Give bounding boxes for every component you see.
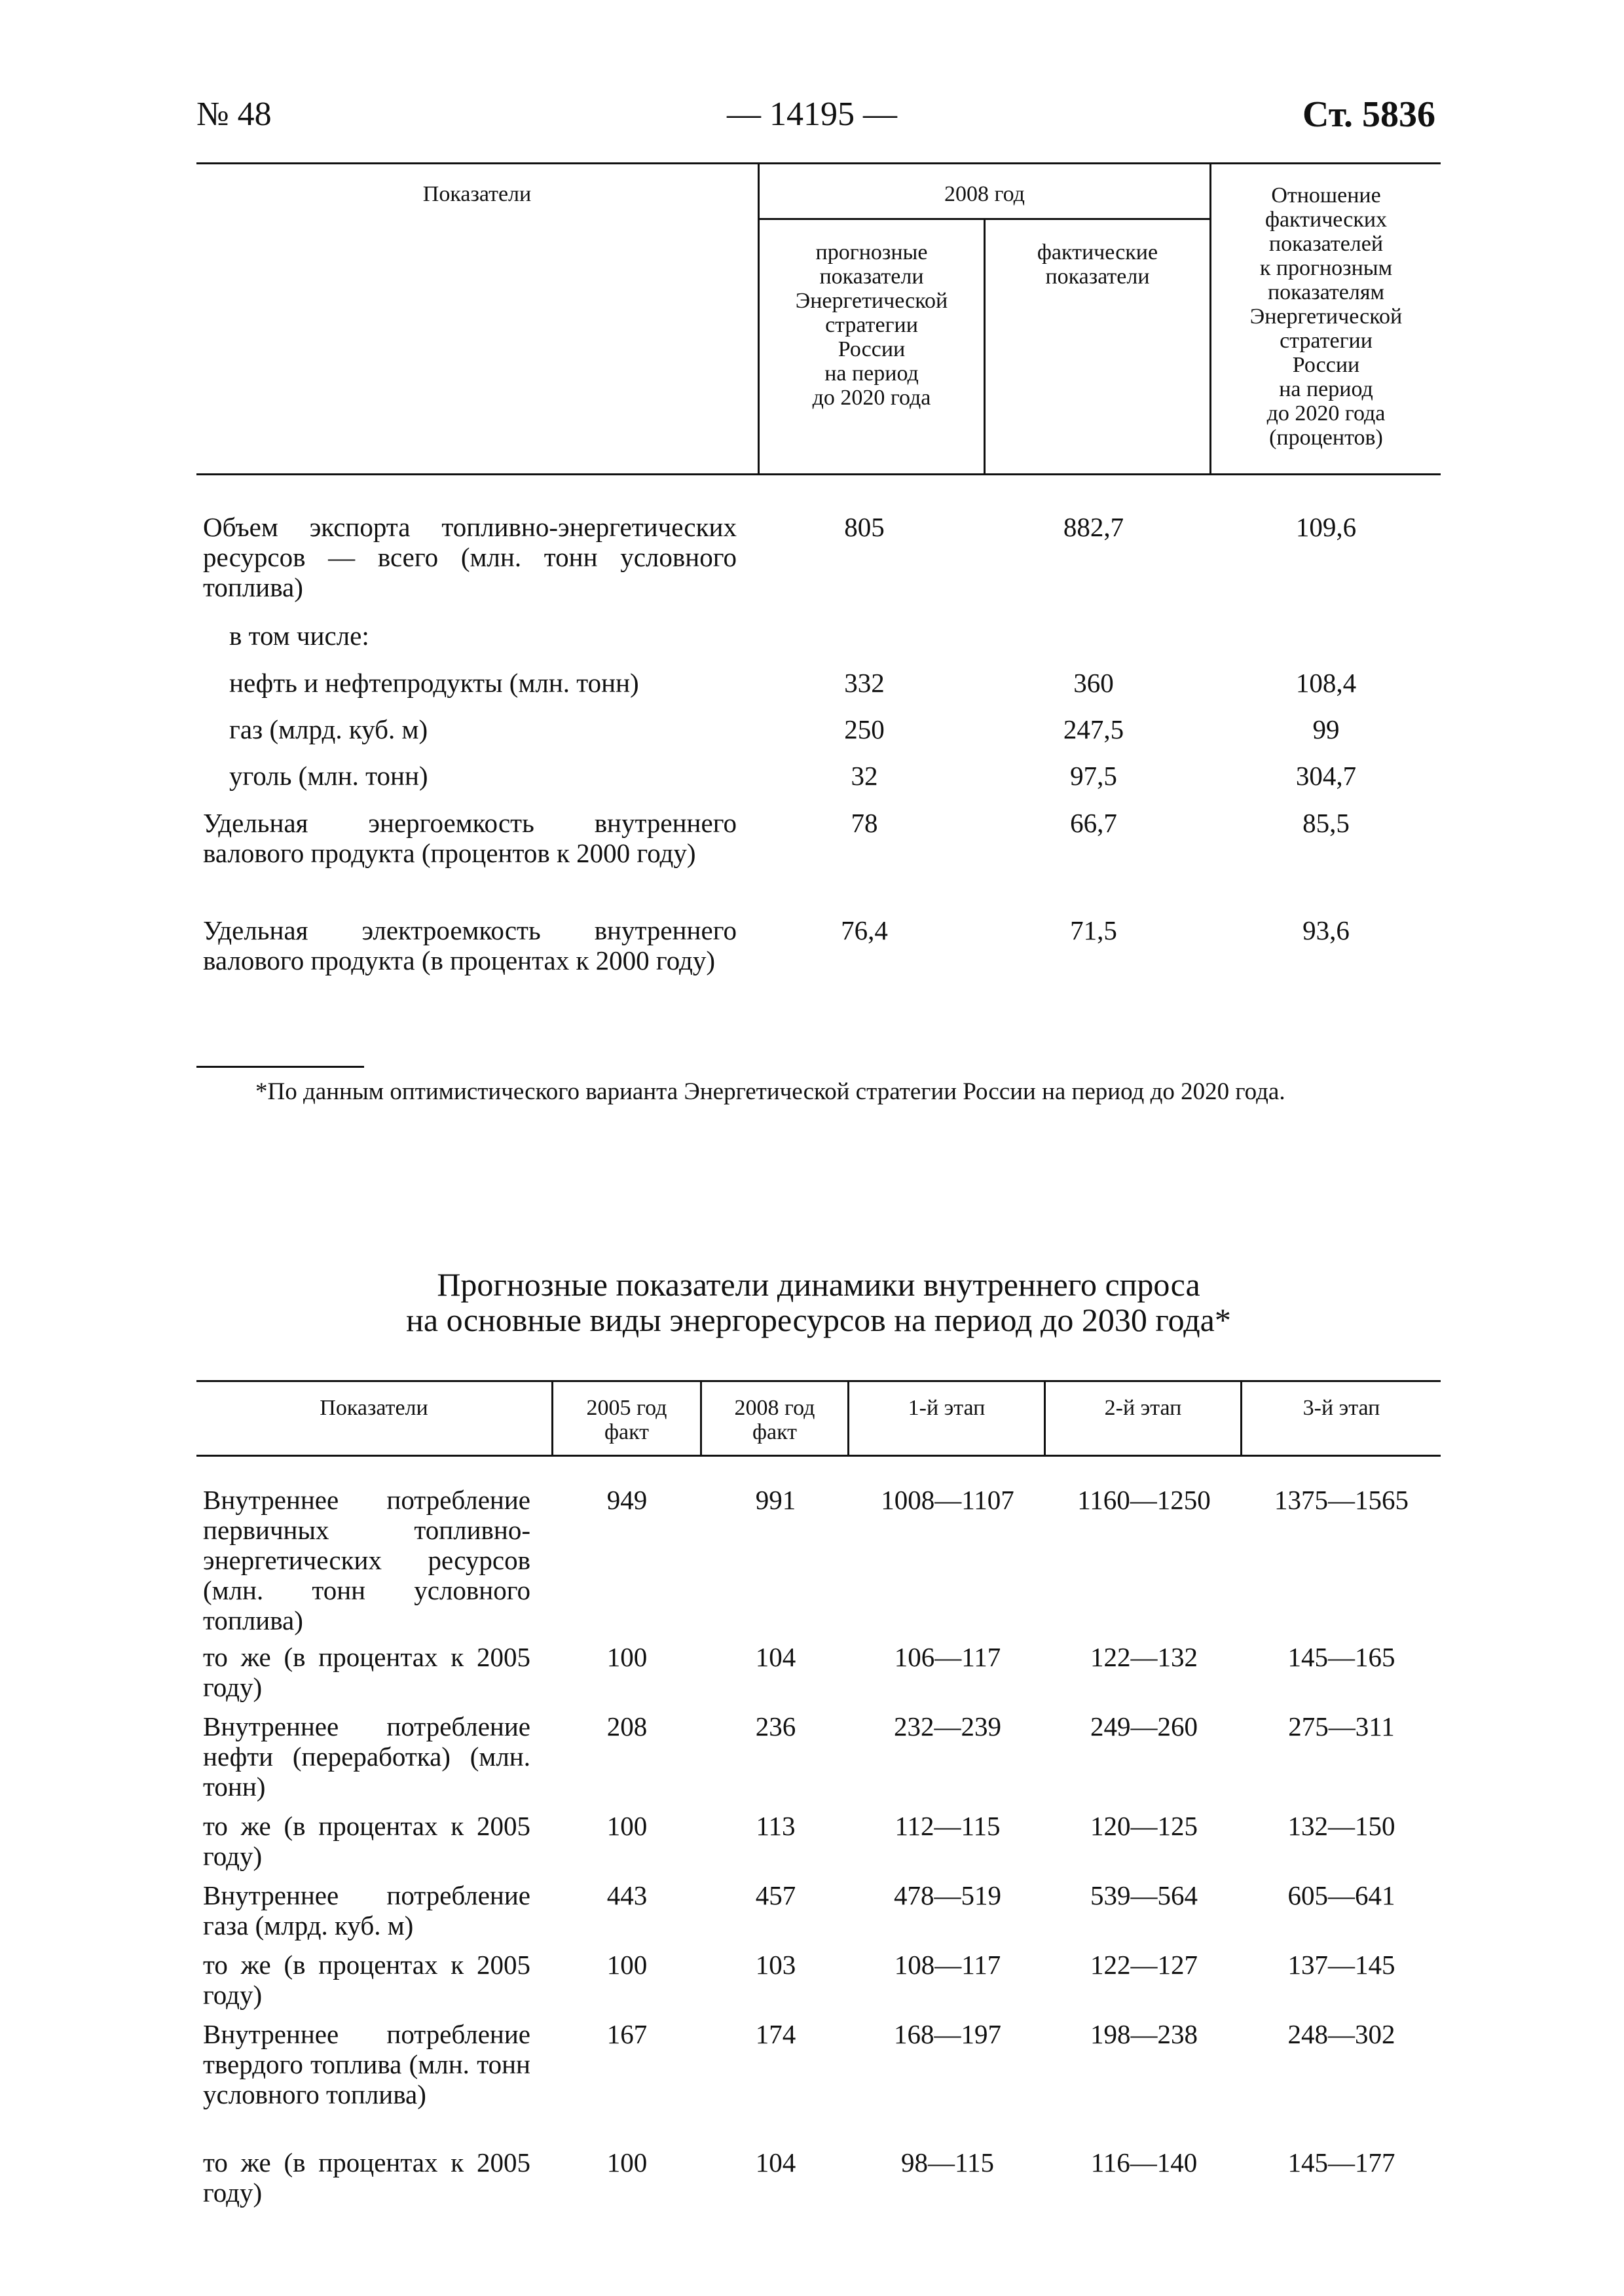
table-2-row-label: то же (в процентах к 2005 году) [203, 2147, 530, 2208]
table-2-header-stage-1: 1-й этап [908, 1396, 986, 1420]
table-2-cell: 116—140 [1090, 2147, 1198, 2178]
table-2-cell: 248—302 [1287, 2019, 1395, 2049]
issue-number: № 48 [196, 96, 272, 133]
table-2-row-label: Внутреннее потребление газа (млрд. куб. м) [203, 1880, 530, 1941]
table-2-cell: 605—641 [1287, 1880, 1395, 1910]
table-1-cell-actual: 66,7 [1070, 808, 1117, 838]
footnote: *По данным оптимистического варианта Энергетической стратегии России на период до 2020 года. [255, 1078, 1285, 1105]
table-2-cell: 108—117 [894, 1950, 1001, 1980]
table-1-header-ratio: Отношение фактических показателей к прогнозным показателям Энергетической стратегии России на период до 2020 года (процентов) [1249, 183, 1403, 450]
table-2-cell: 100 [606, 1950, 648, 1980]
table-1-cell-actual: 882,7 [1063, 512, 1124, 542]
table-1-cell-ratio: 93,6 [1302, 915, 1350, 945]
table-2-cell: 991 [755, 1485, 796, 1515]
table-2-cell: 1375—1565 [1274, 1485, 1409, 1515]
table-2-row-label: то же (в процентах к 2005 году) [203, 1811, 530, 1871]
table-1-row-label: газ (млрд. куб. м) [229, 714, 428, 744]
table-2-cell: 249—260 [1090, 1711, 1198, 1741]
table-1-cell-forecast: 332 [844, 668, 885, 698]
table-1-cell-ratio: 108,4 [1295, 668, 1357, 698]
table-1-header-indicators: Показатели [422, 182, 532, 206]
table-2-cell: 443 [606, 1880, 648, 1910]
table-2-header-indicators: Показатели [320, 1396, 428, 1420]
table-1-cell-actual: 360 [1073, 668, 1114, 698]
table-2-cell: 106—117 [894, 1642, 1001, 1672]
table-1-year-rule [760, 218, 1211, 220]
table-2-header-stage-2: 2-й этап [1104, 1396, 1182, 1420]
table-1-row-label: Удельная электроемкость внутреннего валового продукта (в процентах к 2000 году) [203, 915, 737, 975]
table-2-top-rule [196, 1380, 1441, 1382]
table-1-cell-forecast: 32 [851, 761, 878, 791]
table-1-cell-forecast: 805 [844, 512, 885, 542]
table-1-cell-actual: 71,5 [1070, 915, 1117, 945]
table-2-cell: 103 [755, 1950, 796, 1980]
table-2-cell: 145—177 [1287, 2147, 1395, 2178]
table-2-cell: 100 [606, 2147, 648, 2178]
table-2-cell: 275—311 [1288, 1711, 1395, 1741]
table-2-cell: 132—150 [1287, 1811, 1395, 1841]
table-1-cell-ratio: 109,6 [1295, 512, 1357, 542]
table-1-cell-forecast: 76,4 [841, 915, 888, 945]
page-number: — 14195 — [727, 96, 897, 133]
table-2-row-label: Внутреннее потребление первичных топливно-энергетических ресурсов (млн. тонн условного топлива) [203, 1485, 530, 1635]
table-1-cell-ratio: 99 [1312, 714, 1340, 744]
table-2-cell: 120—125 [1090, 1811, 1198, 1841]
table-1-cell-forecast: 250 [844, 714, 885, 744]
table-1-row-label: нефть и нефтепродукты (млн. тонн) [229, 668, 639, 698]
table-1-cell-actual: 97,5 [1070, 761, 1117, 791]
table-2-row-label: Внутреннее потребление нефти (переработка) (млн. тонн) [203, 1711, 530, 1802]
table-1-header-actual: фактические показатели [1037, 240, 1158, 289]
table-2-cell: 1160—1250 [1077, 1485, 1211, 1515]
table-2-cell: 208 [606, 1711, 648, 1741]
table-2-cell: 145—165 [1287, 1642, 1395, 1672]
table-2-cell: 1008—1107 [881, 1485, 1014, 1515]
table-2-cell: 457 [755, 1880, 796, 1910]
table-2-row-label: то же (в процентах к 2005 году) [203, 1642, 530, 1702]
table-1-row-label: Удельная энергоемкость внутреннего валового продукта (процентов к 2000 году) [203, 808, 737, 868]
table-2-cell: 198—238 [1090, 2019, 1198, 2049]
table-2-cell: 168—197 [894, 2019, 1001, 2049]
article-number: Ст. 5836 [1302, 94, 1435, 135]
table-1-top-rule [196, 162, 1441, 164]
table-2-cell: 112—115 [895, 1811, 1001, 1841]
table-2-cell: 478—519 [894, 1880, 1001, 1910]
table-2-cell: 137—145 [1287, 1950, 1395, 1980]
table-1-row-label: уголь (млн. тонн) [229, 761, 428, 791]
table-2-cell: 100 [606, 1642, 648, 1672]
table-1-cell-forecast: 78 [851, 808, 878, 838]
table-2-cell: 113 [756, 1811, 796, 1841]
table-2-cell: 539—564 [1090, 1880, 1198, 1910]
table-1-header-forecast: прогнозные показатели Энергетической стратегии России на период до 2020 года [795, 240, 948, 410]
table-2-cell: 174 [755, 2019, 796, 2049]
table-2-cell: 104 [755, 1642, 796, 1672]
table-1-header-bottom-rule [196, 473, 1441, 475]
section-title: Прогнозные показатели динамики внутреннего спроса на основные виды энергоресурсов на период до 2030 года* [406, 1266, 1231, 1338]
table-1-cell-ratio: 304,7 [1295, 761, 1357, 791]
table-2-row-label: Внутреннее потребление твердого топлива (млн. тонн условного топлива) [203, 2019, 530, 2109]
table-2-header-stage-3: 3-й этап [1302, 1396, 1380, 1420]
table-2-row-label: то же (в процентах к 2005 году) [203, 1950, 530, 2010]
table-2-cell: 104 [755, 2147, 796, 2178]
table-2-header-2005: 2005 год факт [586, 1396, 667, 1444]
table-2-cell: 949 [606, 1485, 648, 1515]
table-1-row-label: в том числе: [229, 621, 369, 651]
table-2-cell: 122—127 [1090, 1950, 1198, 1980]
table-1-row-label: Объем экспорта топливно-энергетических ресурсов — всего (млн. тонн условного топлива) [203, 512, 737, 602]
footnote-rule [196, 1066, 364, 1068]
table-1-header-year: 2008 год [944, 182, 1025, 206]
table-2-cell: 236 [755, 1711, 796, 1741]
table-2-cell: 100 [606, 1811, 648, 1841]
table-2-cell: 167 [606, 2019, 648, 2049]
table-1-cell-actual: 247,5 [1063, 714, 1124, 744]
table-2-header-2008: 2008 год факт [734, 1396, 815, 1444]
table-2-cell: 98—115 [901, 2147, 994, 2178]
table-2-cell: 122—132 [1090, 1642, 1198, 1672]
table-2-cell: 232—239 [894, 1711, 1001, 1741]
table-2-header-bottom-rule [196, 1455, 1441, 1457]
table-1-cell-ratio: 85,5 [1302, 808, 1350, 838]
